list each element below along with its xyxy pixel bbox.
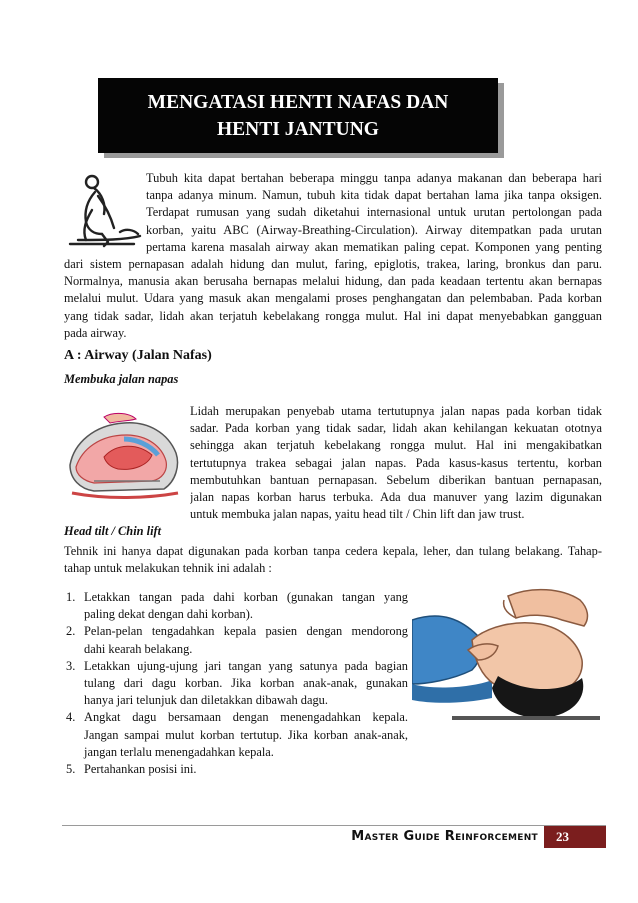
list-item — [64, 761, 408, 778]
airway-line: tertutupnya trakea sebagai jalan napas. Pada kasus-kasus tertentu, korban — [190, 455, 602, 470]
step-number: 3. — [66, 658, 76, 673]
intro-line: korban, yaitu ABC (Airway-Breathing-Circulation). Airway ditempatkan pada urutan — [146, 222, 602, 237]
airway-line: Lidah merupakan penyebab utama tertutupnya jalan napas pada korban tidak — [190, 404, 602, 418]
subheading-open-airway: Membuka jalan napas — [64, 372, 179, 386]
intro-line: tanpa adanya minum. Namun, tubuh kita tidak dapat bertahan lama jika tanpa oksigen. — [146, 188, 602, 203]
intro-line: Tubuh kita dapat bertahan beberapa minggu tanpa adanya makanan dan beberapa hari — [146, 171, 602, 185]
step-line: jangan terlalu menengadahkan kepala. — [84, 744, 274, 759]
step-line: Angkat dagu bersamaan dengan menengadahkan kepala. — [84, 710, 408, 725]
head-tilt-intro-line: Tehnik ini hanya dapat digunakan pada korban tanpa cedera kepala, leher, dan tulang belakang. Tahap- — [64, 544, 602, 558]
list-item — [64, 623, 408, 657]
step-line: paling dekat dengan dahi korban). — [84, 607, 253, 622]
intro-line: pada airway. — [64, 325, 127, 340]
step-number: 5. — [66, 761, 76, 776]
step-line: Jangan sampai mulut korban tertutup. Jika korban anak-anak, — [84, 727, 408, 742]
step-line: tulang dari dagu korban. Jika korban anak-anak, gunakan — [84, 675, 408, 690]
intro-paragraph-full — [64, 256, 602, 342]
list-item — [64, 709, 408, 761]
intro-line: yang tidak sadar, lidah akan terjatuh kebelakang rongga mulut. Hal ini dapat menyebabkan gangguan — [64, 308, 602, 323]
step-line: Pelan-pelan tengadahkan kepala pasien dengan mendorong — [84, 624, 408, 639]
intro-line: Normalnya, manusia akan berusaha bernapas melalui hidung, dan pada keadaan tertentu akan bernapas — [64, 274, 602, 289]
tongue-airway-illustration — [64, 403, 184, 503]
footer-divider — [62, 825, 606, 826]
cpr-figure-icon — [64, 170, 144, 250]
head-tilt-chin-lift-illustration — [412, 580, 600, 730]
airway-paragraph — [190, 403, 602, 523]
section-heading-airway: A : Airway (Jalan Nafas) — [64, 348, 212, 363]
airway-line: sadar. Pada korban yang tidak sadar, lidah akan kehilangan kekuatan ototnya — [190, 421, 602, 436]
footer-title: Master Guide Reinforcement — [351, 829, 538, 844]
airway-line: sehingga akan terjatuh kebelakang rongga mulut. Hal ini mengakibatkan — [190, 438, 602, 453]
intro-line: pertama karena masalah airway akan mematikan paling cepat. Komponen yang penting — [146, 239, 602, 254]
step-line: hanya jari telunjuk dan diletakkan dibawah dagu. — [84, 693, 328, 708]
step-number: 1. — [66, 590, 76, 604]
airway-line: untuk membuka jalan napas, yaitu head tilt / Chin lift dan jaw trust. — [190, 507, 525, 522]
page-number: 23 — [548, 826, 606, 848]
step-number: 2. — [66, 624, 76, 639]
head-tilt-intro — [64, 543, 602, 577]
title-line-1: MENGATASI HENTI NAFAS DAN — [147, 91, 449, 113]
step-number: 4. — [66, 710, 76, 725]
page-title — [98, 78, 498, 153]
airway-line: membutuhkan bantuan pernapasan. Sebelum diberikan bantuan pernapasan, — [190, 472, 602, 487]
list-item — [64, 589, 408, 623]
intro-paragraph-indented — [146, 170, 602, 256]
step-line: Pertahankan posisi ini. — [84, 761, 197, 776]
title-line-2: HENTI JANTUNG — [217, 118, 379, 140]
intro-line: Terdapat rumusan yang sudah diketahui internasional untuk urutan pertolongan pada — [146, 205, 602, 220]
airway-line: jalan napas korban harus terbuka. Ada dua manuver yang lazim digunakan — [190, 489, 602, 504]
head-tilt-steps — [64, 589, 408, 778]
step-line: Letakkan ujung-ujung jari tangan yang satunya pada bagian — [84, 658, 408, 673]
step-line: Letakkan tangan pada dahi korban (gunakan tangan yang — [84, 590, 408, 604]
intro-line: dari sistem pernapasan adalah hidung dan mulut, faring, epiglotis, trakea, laring, bronkus dan paru. — [64, 257, 602, 271]
step-line: dahi kearah belakang. — [84, 641, 193, 656]
intro-line: melalui mulut. Udara yang masuk akan mengalami proses penghangatan dan pelembaban. Pada korban — [64, 291, 602, 306]
subheading-head-tilt: Head tilt / Chin lift — [64, 524, 162, 538]
head-tilt-intro-line: tahap untuk melakukan tehnik ini adalah : — [64, 561, 272, 576]
list-item — [64, 658, 408, 710]
